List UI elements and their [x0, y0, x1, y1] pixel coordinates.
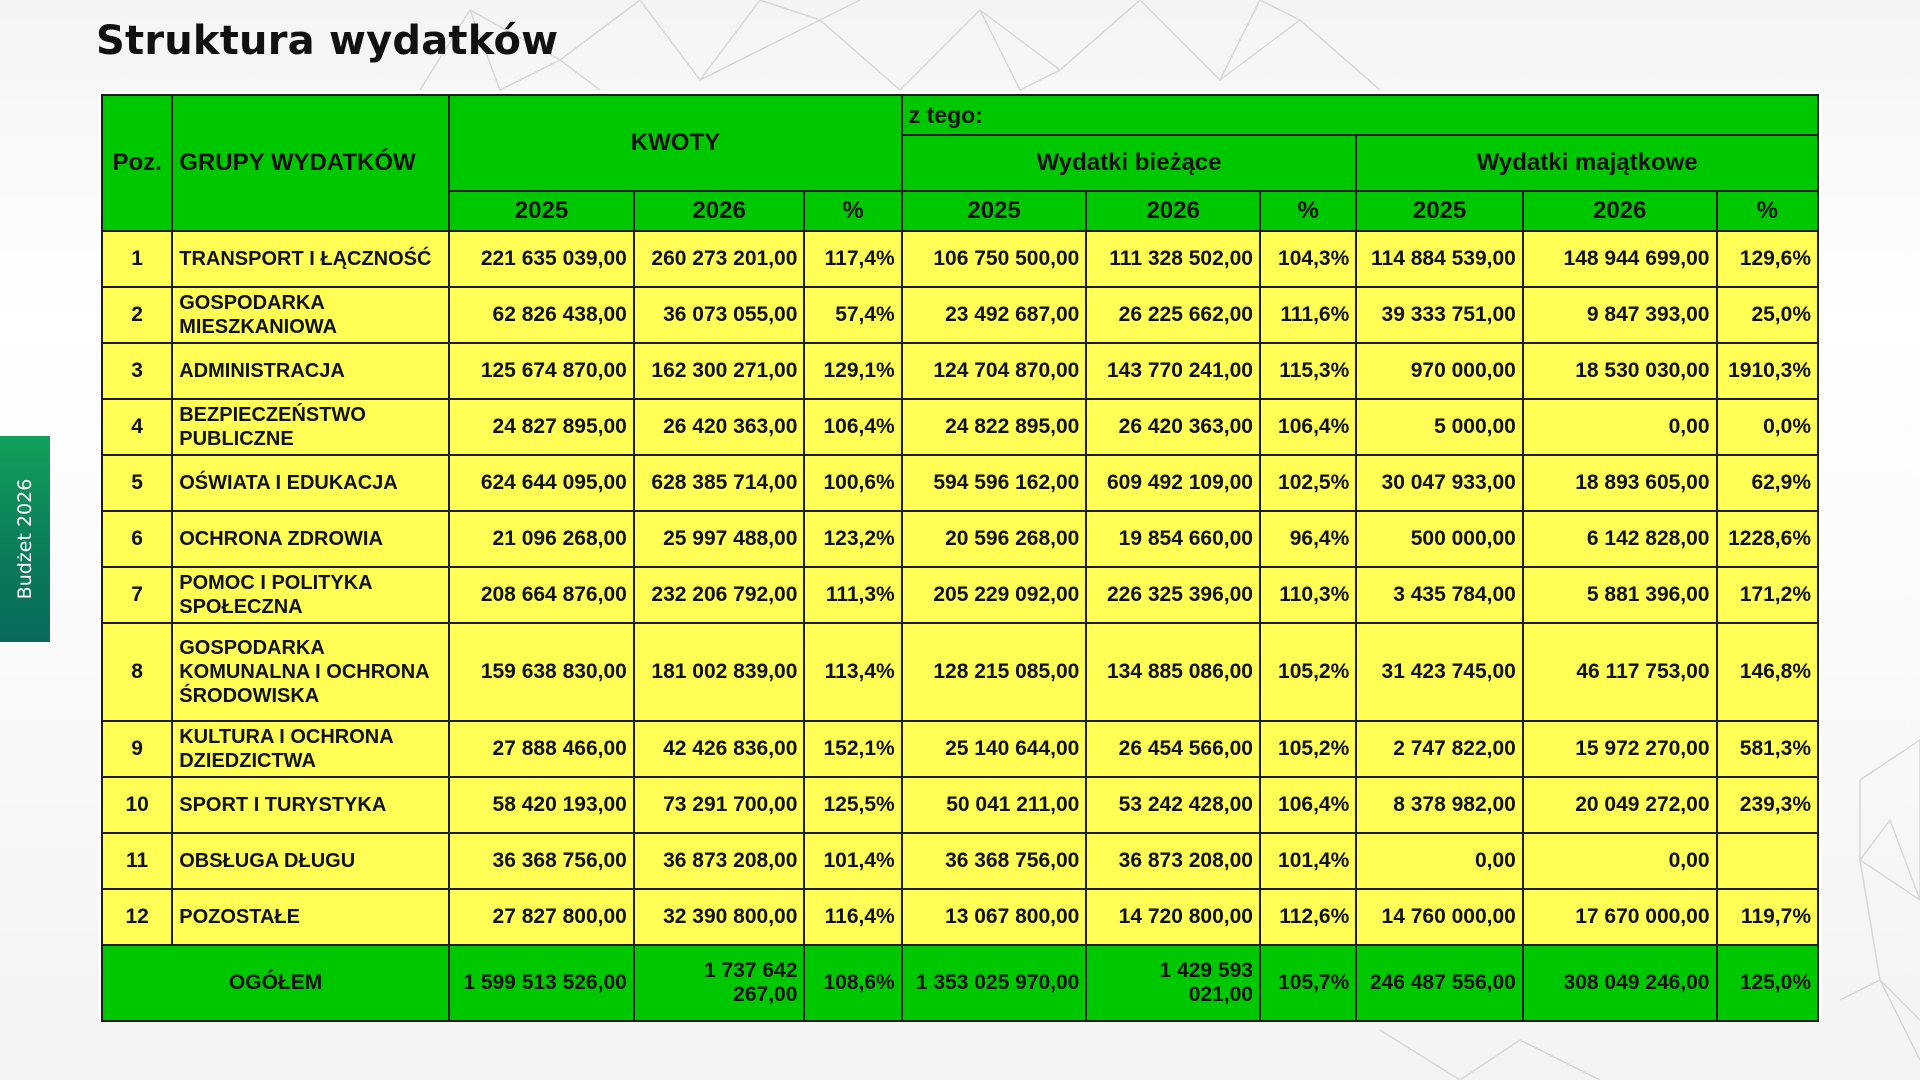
cell-majatkowe-2026: 6 142 828,00 [1523, 511, 1717, 567]
cell-biezace-2025: 23 492 687,00 [902, 287, 1087, 343]
cell-biezace-2026: 53 242 428,00 [1086, 777, 1260, 833]
cell-kwoty-2026: 36 873 208,00 [634, 833, 805, 889]
cell-biezace-2025: 50 041 211,00 [902, 777, 1087, 833]
cell-majatkowe-percent: 1910,3% [1717, 343, 1819, 399]
table-row [102, 889, 1818, 945]
cell-majatkowe-2026: 17 670 000,00 [1523, 889, 1717, 945]
cell-kwoty-2025: 21 096 268,00 [449, 511, 634, 567]
cell-grupa: SPORT I TURYSTYKA [172, 777, 449, 833]
cell-grupa: POMOC I POLITYKA SPOŁECZNA [172, 567, 449, 623]
cell-majatkowe-2025: 114 884 539,00 [1356, 231, 1523, 287]
cell-kwoty-2025: 62 826 438,00 [449, 287, 634, 343]
header-year-2025: 2025 [449, 191, 634, 231]
cell-kwoty-percent: 125,5% [804, 777, 901, 833]
cell-biezace-percent: 104,3% [1260, 231, 1356, 287]
total-kwoty-2025: 1 599 513 526,00 [449, 945, 634, 1021]
cell-kwoty-2026: 26 420 363,00 [634, 399, 805, 455]
cell-kwoty-percent: 113,4% [804, 623, 901, 721]
header-poz: Poz. [102, 95, 172, 231]
cell-kwoty-2025: 624 644 095,00 [449, 455, 634, 511]
cell-kwoty-2026: 260 273 201,00 [634, 231, 805, 287]
cell-kwoty-percent: 101,4% [804, 833, 901, 889]
total-row [102, 945, 1818, 1021]
header-year-2025: 2025 [902, 191, 1087, 231]
cell-kwoty-2026: 181 002 839,00 [634, 623, 805, 721]
total-majatkowe-2026: 308 049 246,00 [1523, 945, 1717, 1021]
cell-biezace-percent: 111,6% [1260, 287, 1356, 343]
table-row [102, 455, 1818, 511]
header-percent: % [804, 191, 901, 231]
cell-majatkowe-percent: 119,7% [1717, 889, 1819, 945]
cell-kwoty-2026: 25 997 488,00 [634, 511, 805, 567]
cell-majatkowe-2025: 31 423 745,00 [1356, 623, 1523, 721]
cell-majatkowe-2026: 20 049 272,00 [1523, 777, 1717, 833]
total-biezace-2026: 1 429 593 021,00 [1086, 945, 1260, 1021]
table-row [102, 287, 1818, 343]
cell-grupa: POZOSTAŁE [172, 889, 449, 945]
cell-majatkowe-2026: 0,00 [1523, 399, 1717, 455]
cell-biezace-2026: 609 492 109,00 [1086, 455, 1260, 511]
cell-biezace-2026: 19 854 660,00 [1086, 511, 1260, 567]
cell-biezace-percent: 106,4% [1260, 399, 1356, 455]
cell-biezace-2025: 36 368 756,00 [902, 833, 1087, 889]
cell-kwoty-2025: 159 638 830,00 [449, 623, 634, 721]
cell-majatkowe-2026: 0,00 [1523, 833, 1717, 889]
total-majatkowe-2025: 246 487 556,00 [1356, 945, 1523, 1021]
cell-majatkowe-percent: 1228,6% [1717, 511, 1819, 567]
cell-majatkowe-percent: 62,9% [1717, 455, 1819, 511]
cell-biezace-2026: 111 328 502,00 [1086, 231, 1260, 287]
cell-kwoty-2026: 32 390 800,00 [634, 889, 805, 945]
cell-majatkowe-2026: 18 530 030,00 [1523, 343, 1717, 399]
cell-grupa: OŚWIATA I EDUKACJA [172, 455, 449, 511]
cell-majatkowe-2025: 14 760 000,00 [1356, 889, 1523, 945]
cell-poz: 10 [102, 777, 172, 833]
cell-biezace-2025: 205 229 092,00 [902, 567, 1087, 623]
cell-kwoty-percent: 57,4% [804, 287, 901, 343]
cell-biezace-2026: 134 885 086,00 [1086, 623, 1260, 721]
table-row [102, 567, 1818, 623]
cell-grupa: TRANSPORT I ŁĄCZNOŚĆ [172, 231, 449, 287]
cell-majatkowe-percent: 171,2% [1717, 567, 1819, 623]
cell-kwoty-2026: 162 300 271,00 [634, 343, 805, 399]
cell-poz: 1 [102, 231, 172, 287]
cell-majatkowe-2026: 5 881 396,00 [1523, 567, 1717, 623]
cell-kwoty-2025: 24 827 895,00 [449, 399, 634, 455]
cell-kwoty-2026: 36 073 055,00 [634, 287, 805, 343]
side-tab[interactable] [0, 436, 50, 642]
cell-poz: 5 [102, 455, 172, 511]
cell-kwoty-percent: 129,1% [804, 343, 901, 399]
cell-kwoty-2025: 27 888 466,00 [449, 721, 634, 777]
cell-biezace-2025: 106 750 500,00 [902, 231, 1087, 287]
cell-grupa: BEZPIECZEŃSTWO PUBLICZNE [172, 399, 449, 455]
header-z-tego: z tego: [902, 95, 1818, 135]
cell-majatkowe-2025: 8 378 982,00 [1356, 777, 1523, 833]
cell-kwoty-percent: 152,1% [804, 721, 901, 777]
cell-majatkowe-2025: 500 000,00 [1356, 511, 1523, 567]
total-kwoty-2026: 1 737 642 267,00 [634, 945, 805, 1021]
cell-majatkowe-2025: 970 000,00 [1356, 343, 1523, 399]
header-year-2026: 2026 [1086, 191, 1260, 231]
cell-biezace-2026: 26 420 363,00 [1086, 399, 1260, 455]
cell-poz: 6 [102, 511, 172, 567]
header-year-2026: 2026 [1523, 191, 1717, 231]
cell-biezace-2025: 24 822 895,00 [902, 399, 1087, 455]
cell-grupa: OBSŁUGA DŁUGU [172, 833, 449, 889]
cell-majatkowe-2025: 0,00 [1356, 833, 1523, 889]
cell-biezace-percent: 112,6% [1260, 889, 1356, 945]
cell-kwoty-2026: 73 291 700,00 [634, 777, 805, 833]
cell-majatkowe-2026: 9 847 393,00 [1523, 287, 1717, 343]
table-row [102, 399, 1818, 455]
cell-biezace-percent: 102,5% [1260, 455, 1356, 511]
header-wydatki-biezace: Wydatki bieżące [902, 135, 1357, 191]
cell-majatkowe-percent [1717, 833, 1819, 889]
cell-poz: 11 [102, 833, 172, 889]
cell-poz: 7 [102, 567, 172, 623]
cell-grupa: ADMINISTRACJA [172, 343, 449, 399]
cell-poz: 4 [102, 399, 172, 455]
cell-biezace-2026: 36 873 208,00 [1086, 833, 1260, 889]
cell-kwoty-2026: 628 385 714,00 [634, 455, 805, 511]
table-row [102, 833, 1818, 889]
cell-biezace-2025: 25 140 644,00 [902, 721, 1087, 777]
total-biezace-2025: 1 353 025 970,00 [902, 945, 1087, 1021]
cell-biezace-percent: 105,2% [1260, 721, 1356, 777]
cell-grupa: KULTURA I OCHRONA DZIEDZICTWA [172, 721, 449, 777]
cell-grupa: OCHRONA ZDROWIA [172, 511, 449, 567]
cell-biezace-2025: 124 704 870,00 [902, 343, 1087, 399]
cell-majatkowe-percent: 0,0% [1717, 399, 1819, 455]
total-label: OGÓŁEM [102, 945, 449, 1021]
cell-biezace-2026: 14 720 800,00 [1086, 889, 1260, 945]
cell-kwoty-percent: 100,6% [804, 455, 901, 511]
cell-poz: 8 [102, 623, 172, 721]
cell-biezace-2025: 128 215 085,00 [902, 623, 1087, 721]
table-row [102, 511, 1818, 567]
total-kwoty-percent: 108,6% [804, 945, 901, 1021]
cell-biezace-2025: 13 067 800,00 [902, 889, 1087, 945]
cell-majatkowe-2026: 46 117 753,00 [1523, 623, 1717, 721]
cell-kwoty-2025: 208 664 876,00 [449, 567, 634, 623]
cell-poz: 3 [102, 343, 172, 399]
cell-kwoty-2025: 221 635 039,00 [449, 231, 634, 287]
cell-biezace-percent: 115,3% [1260, 343, 1356, 399]
cell-biezace-2026: 26 454 566,00 [1086, 721, 1260, 777]
cell-majatkowe-percent: 129,6% [1717, 231, 1819, 287]
cell-majatkowe-2026: 18 893 605,00 [1523, 455, 1717, 511]
cell-biezace-2026: 143 770 241,00 [1086, 343, 1260, 399]
cell-majatkowe-2025: 5 000,00 [1356, 399, 1523, 455]
cell-biezace-percent: 110,3% [1260, 567, 1356, 623]
cell-poz: 2 [102, 287, 172, 343]
cell-majatkowe-2026: 15 972 270,00 [1523, 721, 1717, 777]
cell-kwoty-percent: 106,4% [804, 399, 901, 455]
header-wydatki-majatkowe: Wydatki majątkowe [1356, 135, 1818, 191]
cell-majatkowe-percent: 239,3% [1717, 777, 1819, 833]
cell-kwoty-2025: 58 420 193,00 [449, 777, 634, 833]
expenditure-table [101, 94, 1819, 1022]
cell-biezace-2026: 226 325 396,00 [1086, 567, 1260, 623]
cell-majatkowe-percent: 25,0% [1717, 287, 1819, 343]
cell-majatkowe-2025: 30 047 933,00 [1356, 455, 1523, 511]
cell-biezace-percent: 105,2% [1260, 623, 1356, 721]
table-row [102, 231, 1818, 287]
cell-kwoty-2026: 42 426 836,00 [634, 721, 805, 777]
cell-majatkowe-2025: 2 747 822,00 [1356, 721, 1523, 777]
cell-grupa: GOSPODARKA KOMUNALNA I OCHRONA ŚRODOWISKA [172, 623, 449, 721]
cell-majatkowe-percent: 146,8% [1717, 623, 1819, 721]
cell-kwoty-percent: 116,4% [804, 889, 901, 945]
cell-majatkowe-2025: 39 333 751,00 [1356, 287, 1523, 343]
side-tab-label: Budżet 2026 [14, 478, 36, 600]
cell-biezace-2025: 594 596 162,00 [902, 455, 1087, 511]
cell-kwoty-2025: 36 368 756,00 [449, 833, 634, 889]
cell-kwoty-2025: 27 827 800,00 [449, 889, 634, 945]
table-row [102, 343, 1818, 399]
page-title: Struktura wydatków [96, 18, 559, 64]
total-biezace-percent: 105,7% [1260, 945, 1356, 1021]
header-grupy-wydatkow: GRUPY WYDATKÓW [172, 95, 449, 231]
cell-biezace-2026: 26 225 662,00 [1086, 287, 1260, 343]
cell-poz: 9 [102, 721, 172, 777]
header-percent: % [1717, 191, 1819, 231]
table-row [102, 623, 1818, 721]
cell-majatkowe-2026: 148 944 699,00 [1523, 231, 1717, 287]
cell-kwoty-percent: 117,4% [804, 231, 901, 287]
table-row [102, 721, 1818, 777]
cell-kwoty-percent: 111,3% [804, 567, 901, 623]
cell-kwoty-2026: 232 206 792,00 [634, 567, 805, 623]
total-majatkowe-percent: 125,0% [1717, 945, 1819, 1021]
cell-biezace-percent: 96,4% [1260, 511, 1356, 567]
header-year-2026: 2026 [634, 191, 805, 231]
cell-biezace-2025: 20 596 268,00 [902, 511, 1087, 567]
table-row [102, 777, 1818, 833]
cell-biezace-percent: 106,4% [1260, 777, 1356, 833]
header-year-2025: 2025 [1356, 191, 1523, 231]
cell-majatkowe-2025: 3 435 784,00 [1356, 567, 1523, 623]
cell-kwoty-2025: 125 674 870,00 [449, 343, 634, 399]
cell-kwoty-percent: 123,2% [804, 511, 901, 567]
cell-grupa: GOSPODARKA MIESZKANIOWA [172, 287, 449, 343]
table-container [98, 91, 1822, 1019]
cell-biezace-percent: 101,4% [1260, 833, 1356, 889]
cell-majatkowe-percent: 581,3% [1717, 721, 1819, 777]
header-kwoty: KWOTY [449, 95, 902, 191]
cell-poz: 12 [102, 889, 172, 945]
header-percent: % [1260, 191, 1356, 231]
